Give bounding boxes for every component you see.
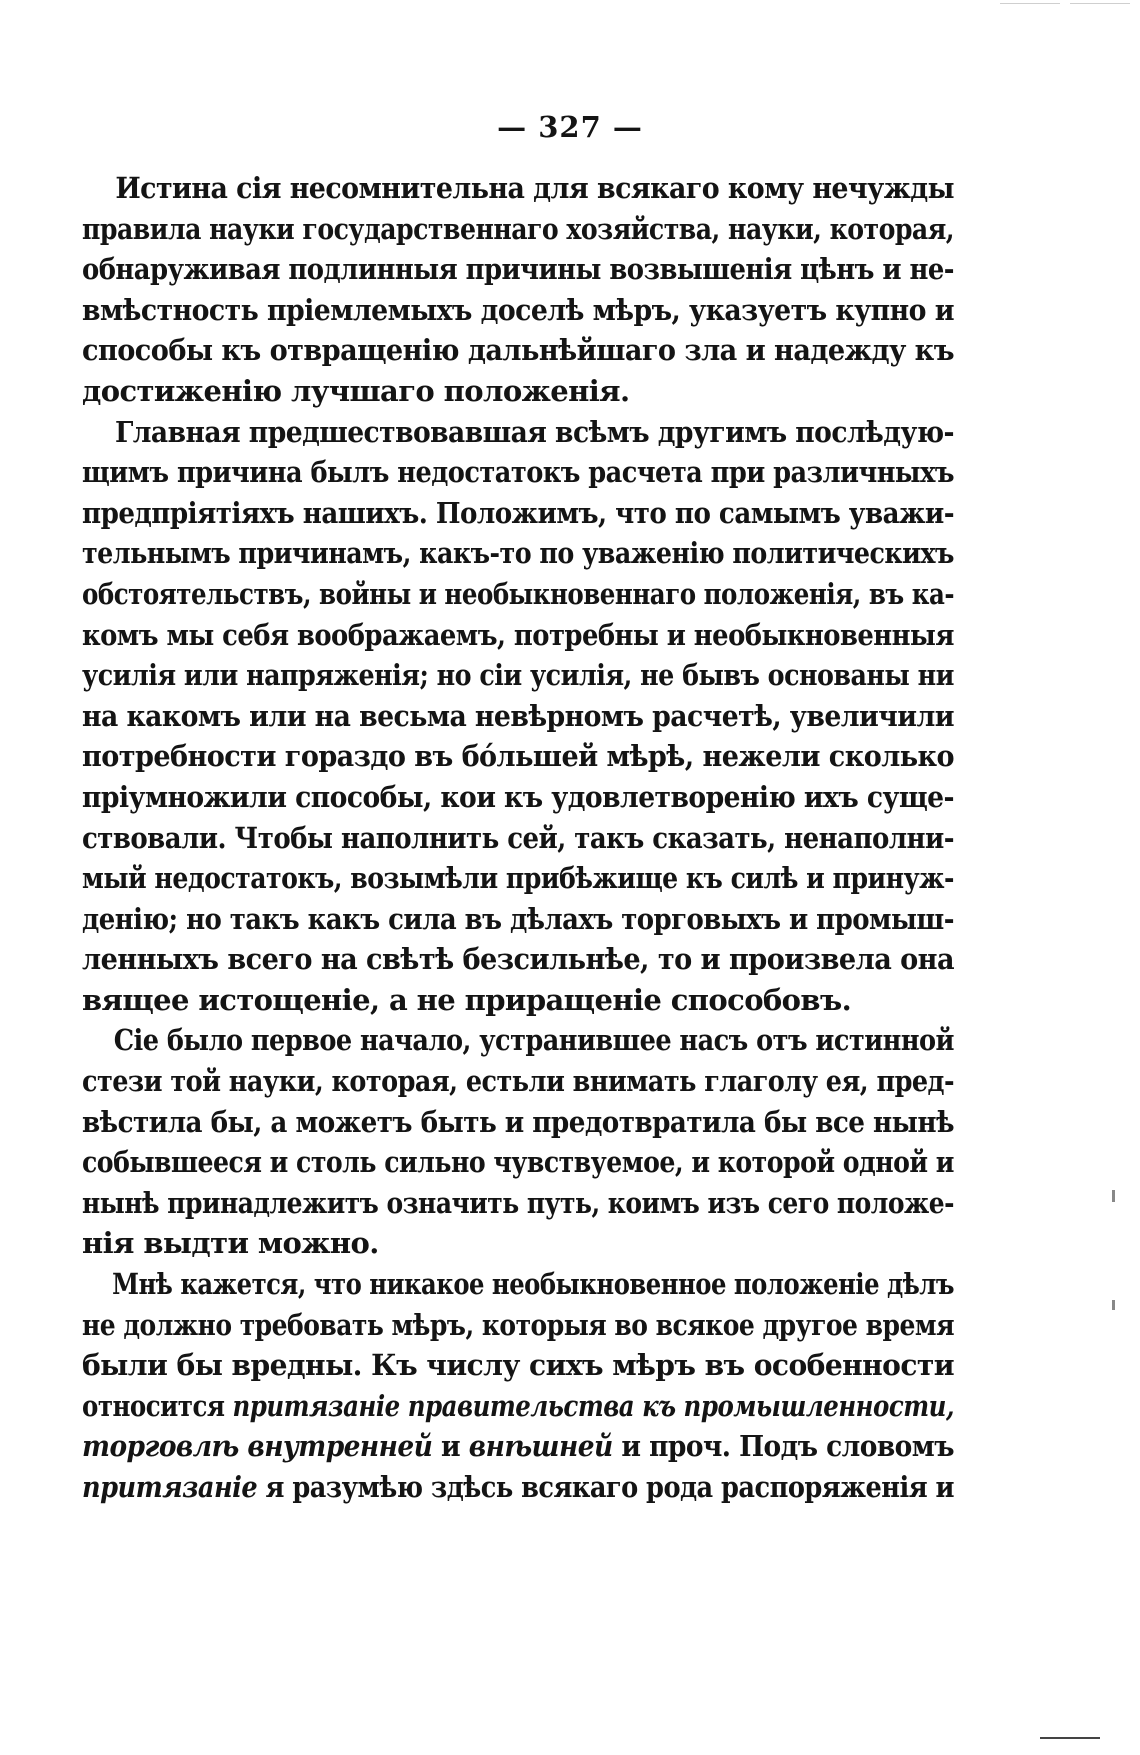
text-line: не должно требовать мѣръ, которыя во всякое другое время	[82, 1307, 955, 1342]
text-line: были бы вредны. Къ числу сихъ мѣръ въ особенности	[82, 1348, 955, 1383]
text-line: Истина сія несомнительна для всякаго кому нечужды	[115, 171, 954, 205]
text-line: нынѣ принадлежитъ означить путь, коимъ изъ сего положе-	[82, 1185, 954, 1220]
text-line: правила науки государственнаго хозяйства, науки, которая,	[82, 211, 955, 246]
text-line: достиженію лучшаго положенія.	[82, 373, 630, 408]
text-line	[82, 1467, 955, 1508]
plain-text: я разумѣю здѣсь всякаго рода распоряженія и	[257, 1470, 955, 1504]
italic-emphasis: притязаніе	[82, 1470, 258, 1504]
text-line: на какомъ или на весьма невѣрномъ расчетѣ, увеличили	[82, 698, 955, 733]
text-line: пріумножили способы, кои къ удовлетворенію ихъ суще-	[82, 779, 955, 814]
text-line: предпріятіяхъ нашихъ. Положимъ, что по самымъ уважи-	[82, 495, 955, 530]
text-line: комъ мы себя воображаемъ, потребны и необыкновенныя	[82, 617, 954, 652]
body-text	[82, 168, 954, 1508]
paragraph-1	[82, 168, 954, 412]
paragraph-2	[82, 412, 954, 1021]
plain-text: и проч. Подъ словомъ	[612, 1429, 954, 1464]
scan-edge-mark	[1112, 1300, 1115, 1310]
scan-edge-marks	[940, 0, 1140, 20]
paragraph-4	[82, 1264, 954, 1508]
text-line: нія выдти можно.	[82, 1226, 379, 1261]
plain-text: относится	[82, 1388, 233, 1423]
text-line: мый недостатокъ, возымѣли прибѣжище къ силѣ и принуж-	[82, 861, 954, 896]
text-line: щимъ причина былъ недостатокъ расчета при различныхъ	[82, 455, 954, 490]
italic-emphasis: внѣшней	[468, 1429, 613, 1464]
text-line: вящее истощеніе, а не приращеніе способовъ.	[82, 982, 852, 1017]
text-line: обстоятельствъ, войны и необыкновеннаго положенія, въ ка-	[82, 576, 955, 611]
text-line: потребности гораздо въ бо́льшей мѣрѣ, нежели сколько	[82, 739, 955, 774]
text-line: тельнымъ причинамъ, какъ-то по уваженію политическихъ	[82, 536, 954, 571]
plain-text: и	[432, 1429, 469, 1464]
text-line: денію; но такъ какъ сила въ дѣлахъ торговыхъ и промыш-	[82, 901, 954, 936]
paragraph-3	[82, 1020, 954, 1264]
page-number: — 327 —	[497, 110, 643, 144]
text-line: обнаруживая подлинныя причины возвышенія цѣнъ и не-	[82, 252, 954, 287]
scan-corner-mark	[1040, 1737, 1100, 1739]
italic-emphasis: торговлѣ внутренней	[82, 1429, 433, 1464]
italic-emphasis: притязаніе правительства къ промышленности,	[232, 1388, 954, 1423]
text-line: усилія или напряженія; но сіи усилія, не бывъ основаны ни	[82, 658, 954, 693]
text-line: вѣстила бы, а можетъ быть и предотвратила бы все нынѣ	[82, 1104, 954, 1139]
scan-edge-mark	[1112, 1190, 1115, 1202]
text-line: Мнѣ кажется, что никакое необыкновенное положеніе дѣлъ	[112, 1267, 955, 1302]
text-line: Главная предшествовавшая всѣмъ другимъ послѣдую-	[114, 414, 955, 449]
scan-speck	[1070, 3, 1130, 4]
text-line	[82, 1386, 954, 1427]
text-line: собывшееся и столь сильно чувствуемое, и которой одной и	[82, 1145, 954, 1180]
text-line: ствовали. Чтобы наполнить сей, такъ сказать, ненаполни-	[82, 820, 955, 855]
text-line: стези той науки, которая, естьли внимать глаголу ея, пред-	[82, 1064, 955, 1099]
text-line	[82, 1426, 954, 1467]
text-line: способы къ отвращенію дальнѣйшаго зла и надежду къ	[82, 333, 954, 368]
text-line: Сіе было первое начало, устранившее насъ отъ истинной	[113, 1023, 954, 1058]
text-line: вмѣстность пріемлемыхъ доселѣ мѣръ, указуетъ купно и	[82, 292, 954, 327]
text-line: ленныхъ всего на свѣтѣ безсильнѣе, то и произвела она	[82, 942, 955, 977]
scan-speck	[1000, 3, 1060, 4]
